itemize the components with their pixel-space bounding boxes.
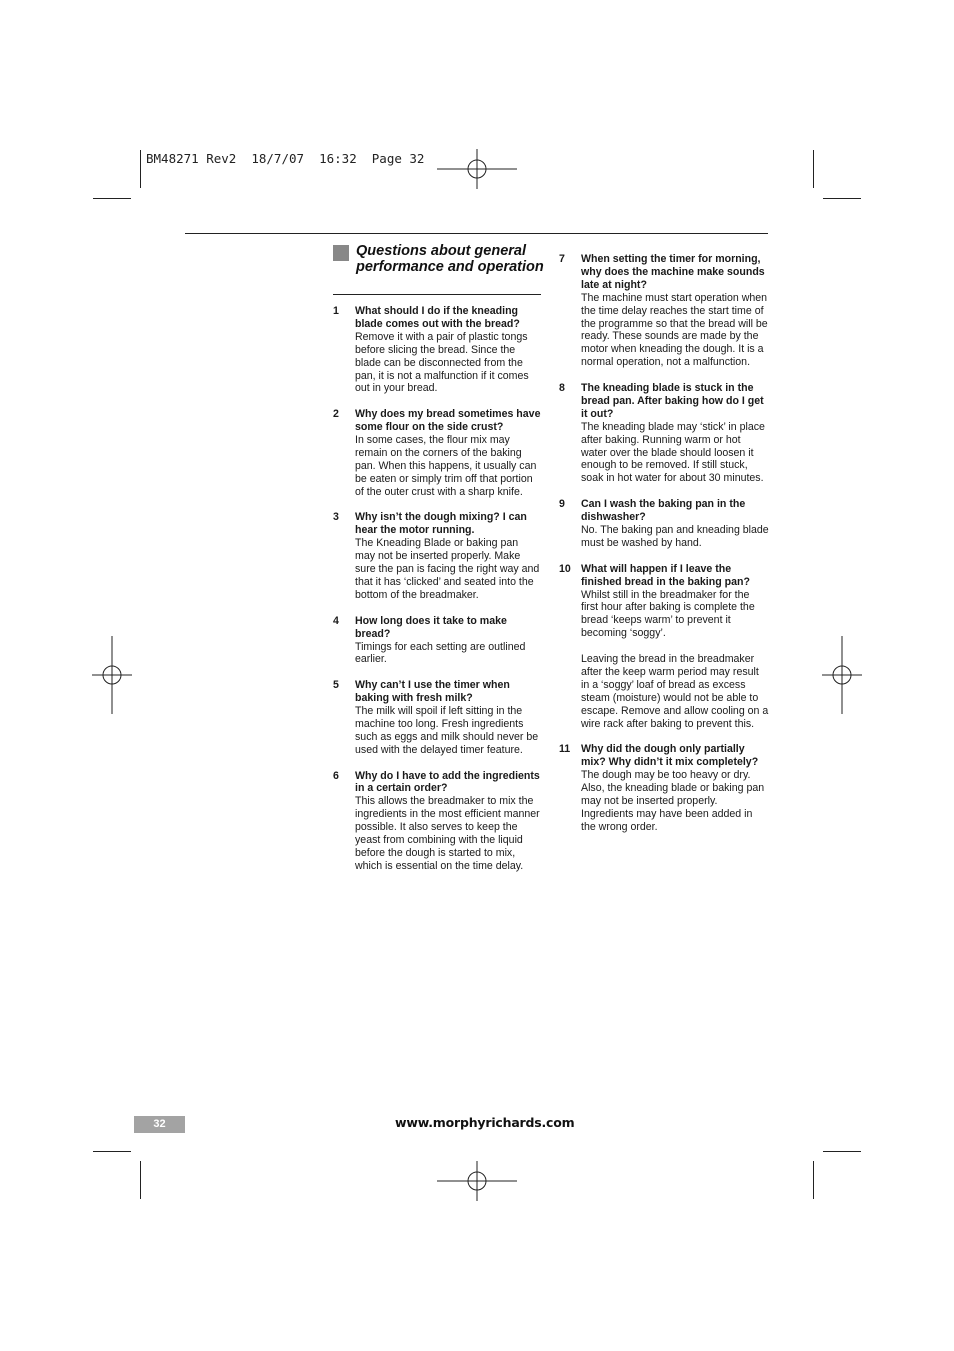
- faq-question: Can I wash the baking pan in the dishwasher?: [581, 498, 746, 524]
- section-heading: Questions about general performance and operation: [356, 243, 544, 275]
- faq-question: Why do I have to add the ingredients in a certain order?: [355, 769, 540, 795]
- faq-number: 7: [559, 253, 565, 265]
- header-rule: [185, 233, 768, 234]
- faq-answer: No. The baking pan and kneading blade must be washed by hand.: [581, 524, 769, 549]
- faq-item: [559, 743, 769, 833]
- faq-item: [333, 679, 541, 756]
- faq-item: [333, 615, 541, 667]
- registration-mark-right: [822, 636, 862, 714]
- faq-item: [333, 408, 541, 498]
- print-slug: BM48271 Rev2 18/7/07 16:32 Page 32: [146, 151, 425, 166]
- faq-number: 2: [333, 408, 339, 421]
- crop-mark: [813, 1161, 814, 1199]
- faq-item: [559, 498, 769, 550]
- faq-question: What will happen if I leave the finished bread in the baking pan?: [581, 562, 750, 588]
- crop-mark: [823, 1151, 861, 1152]
- faq-number: 9: [559, 498, 565, 511]
- faq-item: [559, 253, 769, 369]
- faq-item: [333, 511, 541, 601]
- crop-mark: [93, 1151, 131, 1152]
- faq-list-right: [559, 253, 769, 834]
- section-heading-block: [333, 243, 544, 295]
- faq-answer: The dough may be too heavy or dry. Also, the kneading blade or baking pan may not be inserted properly. Ingredients may have been added in the wrong order.: [581, 769, 765, 833]
- crop-mark: [93, 198, 131, 199]
- crop-mark: [140, 1161, 141, 1199]
- website-url: www.morphyrichards.com: [395, 1115, 575, 1130]
- right-column: [559, 253, 769, 847]
- faq-answer: The milk will spoil if left sitting in the machine too long. Fresh ingredients such as eggs and milk should never be used with the delayed timer feature.: [355, 705, 539, 756]
- faq-answer: This allows the breadmaker to mix the ingredients in the most efficient manner possible. It also serves to keep the yeast from combining with the liquid before the dough is started to mix, which is essential on the time delay.: [355, 795, 540, 872]
- faq-item: [559, 563, 769, 731]
- faq-question: Why can’t I use the timer when baking with fresh milk?: [355, 679, 510, 705]
- faq-item: [333, 305, 541, 395]
- faq-number: 10: [559, 562, 571, 575]
- faq-answer: Timings for each setting are outlined earlier.: [355, 640, 526, 666]
- faq-answer: Whilst still in the breadmaker for the first hour after baking is complete the bread ‘keeps warm’ to prevent it becoming ‘soggy’.: [581, 588, 755, 640]
- faq-question: Why did the dough only partially mix? Why didn’t it mix completely?: [581, 743, 759, 769]
- faq-question: What should I do if the kneading blade comes out with the bread?: [355, 305, 520, 330]
- faq-answer: In some cases, the flour mix may remain on the corners of the baking pan. When this happens, it usually can be eaten or simply trim off that portion of the outer crust with a sharp knife.: [355, 434, 537, 498]
- left-column: [333, 243, 544, 886]
- faq-number: 5: [333, 679, 339, 692]
- registration-mark-top: [437, 149, 517, 189]
- faq-answer: The Kneading Blade or baking pan may not be inserted properly. Make sure the pan is facing the right way and that it has ‘clicked’ and seated into the bottom of the breadmaker.: [355, 537, 540, 601]
- faq-question: When setting the timer for morning, why does the machine make sounds late at night?: [581, 253, 765, 291]
- faq-list-left: [333, 305, 541, 873]
- heading-square-icon: [333, 245, 349, 261]
- registration-mark-bottom: [437, 1161, 517, 1201]
- crop-mark: [140, 150, 141, 188]
- faq-answer: The machine must start operation when the time delay reaches the start time of the programme so that the bread will be ready. These sounds are made by the motor when kneading the dough. It is a normal operation, not a malfunction.: [581, 291, 768, 369]
- registration-mark-left: [92, 636, 132, 714]
- faq-question: Why does my bread sometimes have some flour on the side crust?: [355, 408, 541, 434]
- faq-number: 8: [559, 382, 565, 395]
- faq-question: Why isn’t the dough mixing? I can hear the motor running.: [355, 511, 527, 537]
- faq-number: 11: [559, 743, 571, 756]
- faq-number: 6: [333, 769, 339, 782]
- faq-number: 1: [333, 305, 339, 317]
- faq-answer-continued: Leaving the bread in the breadmaker after the keep warm period may result in a ‘soggy’ loaf of bread as excess steam (moisture) would not be able to escape. Remove and allow cooling on a wire rack after baking to prevent this.: [581, 653, 769, 730]
- faq-item: [333, 770, 541, 873]
- faq-answer: The kneading blade may ‘stick’ in place after baking. Running warm or hot water over the blade should loosen it enough to be removed. If still stuck, soak in hot water for about 30 minutes.: [581, 420, 765, 485]
- page-number: 32: [134, 1116, 185, 1133]
- faq-number: 4: [333, 614, 339, 627]
- faq-question: The kneading blade is stuck in the bread pan. After baking how do I get it out?: [581, 382, 764, 420]
- faq-answer: Remove it with a pair of plastic tongs before slicing the bread. Since the blade can be disconnected from the pan, it is not a malfunction if it comes out in your bread.: [355, 330, 529, 395]
- crop-mark: [813, 150, 814, 188]
- faq-number: 3: [333, 511, 339, 524]
- faq-item: [559, 382, 769, 485]
- faq-question: How long does it take to make bread?: [355, 614, 507, 640]
- crop-mark: [823, 198, 861, 199]
